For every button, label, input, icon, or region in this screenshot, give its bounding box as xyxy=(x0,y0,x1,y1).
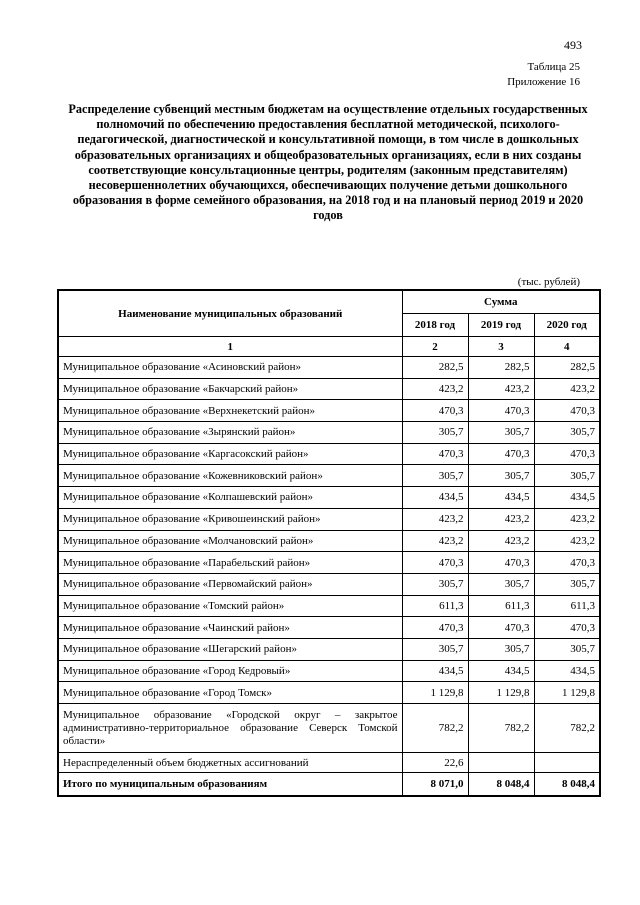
value-2020: 423,2 xyxy=(534,378,600,400)
value-2019: 305,7 xyxy=(468,422,534,444)
value-2019: 1 129,8 xyxy=(468,682,534,704)
sum-column-header: Сумма xyxy=(402,290,600,314)
subsidy-table xyxy=(57,289,601,797)
municipality-name: Муниципальное образование «Асиновский район» xyxy=(58,357,402,379)
municipality-name: Муниципальное образование «Бакчарский район» xyxy=(58,378,402,400)
municipality-name: Муниципальное образование «Кожевниковский район» xyxy=(58,465,402,487)
municipality-name: Муниципальное образование «Зырянский район» xyxy=(58,422,402,444)
value-2018: 423,2 xyxy=(402,508,468,530)
column-number-row xyxy=(58,337,600,357)
value-2019: 434,5 xyxy=(468,660,534,682)
units-label: (тыс. рублей) xyxy=(517,276,580,288)
year-header-2019: 2019 год xyxy=(468,314,534,337)
municipality-name: Муниципальное образование «Первомайский район» xyxy=(58,573,402,595)
table-number: Таблица 25 xyxy=(527,61,580,73)
document-title: Распределение субвенций местным бюджетам на осуществление отдельных государственных полномочий по обеспечению предоставления бесплатной методической, психолого-педагогической, диагностической и консультативной помощи, в том числе в дошкольных образовательных организациях и общеобразовательных организациях, если в них созданы соответствующие консультационные центры, родителям (законным представителям) несовершеннолетних обучающихся, обеспечивающих получение детьми дошкольного образования в форме семейного образования, на 2018 год и на плановый период 2019 и 2020 годов xyxy=(68,102,588,223)
value-2020: 8 048,4 xyxy=(534,773,600,797)
value-2019: 470,3 xyxy=(468,552,534,574)
table-row-total xyxy=(58,773,600,797)
name-column-header: Наименование муниципальных образований xyxy=(58,290,402,337)
column-number: 3 xyxy=(468,337,534,357)
value-2020: 434,5 xyxy=(534,487,600,509)
value-2019: 470,3 xyxy=(468,617,534,639)
municipality-name: Муниципальное образование «Шегарский район» xyxy=(58,638,402,660)
value-2020: 305,7 xyxy=(534,638,600,660)
municipality-name: Муниципальное образование «Город Томск» xyxy=(58,682,402,704)
municipality-name: Итого по муниципальным образованиям xyxy=(58,773,402,797)
table-row xyxy=(58,638,600,660)
value-2018: 470,3 xyxy=(402,552,468,574)
value-2020: 1 129,8 xyxy=(534,682,600,704)
value-2018: 470,3 xyxy=(402,617,468,639)
value-2018: 423,2 xyxy=(402,530,468,552)
value-2018: 305,7 xyxy=(402,638,468,660)
value-2018: 8 071,0 xyxy=(402,773,468,797)
value-2020: 305,7 xyxy=(534,573,600,595)
table-row xyxy=(58,357,600,379)
table-row xyxy=(58,552,600,574)
municipality-name: Муниципальное образование «Город Кедровый» xyxy=(58,660,402,682)
column-number: 4 xyxy=(534,337,600,357)
value-2018: 782,2 xyxy=(402,704,468,753)
municipality-name: Муниципальное образование «Парабельский район» xyxy=(58,552,402,574)
table-row xyxy=(58,682,600,704)
value-2018: 305,7 xyxy=(402,573,468,595)
year-header-2018: 2018 год xyxy=(402,314,468,337)
value-2019: 423,2 xyxy=(468,508,534,530)
year-header-2020: 2020 год xyxy=(534,314,600,337)
value-2019: 423,2 xyxy=(468,530,534,552)
value-2018: 282,5 xyxy=(402,357,468,379)
table-row xyxy=(58,573,600,595)
table-row-seversk xyxy=(58,704,600,753)
value-2019 xyxy=(468,753,534,773)
value-2020: 434,5 xyxy=(534,660,600,682)
value-2018: 1 129,8 xyxy=(402,682,468,704)
table-row xyxy=(58,508,600,530)
value-2020: 611,3 xyxy=(534,595,600,617)
value-2020: 470,3 xyxy=(534,400,600,422)
municipality-name: Муниципальное образование «Каргасокский район» xyxy=(58,443,402,465)
table-row xyxy=(58,530,600,552)
value-2019: 305,7 xyxy=(468,573,534,595)
table-row xyxy=(58,400,600,422)
value-2020 xyxy=(534,753,600,773)
table-row xyxy=(58,660,600,682)
municipality-name: Муниципальное образование «Городской округ – закрытое административно-территориальное образование Северск Томской области» xyxy=(58,704,402,753)
value-2018: 22,6 xyxy=(402,753,468,773)
municipality-name: Муниципальное образование «Чаинский район» xyxy=(58,617,402,639)
value-2020: 470,3 xyxy=(534,552,600,574)
value-2018: 470,3 xyxy=(402,400,468,422)
value-2019: 423,2 xyxy=(468,378,534,400)
value-2018: 305,7 xyxy=(402,422,468,444)
table-row xyxy=(58,422,600,444)
municipality-name: Муниципальное образование «Колпашевский район» xyxy=(58,487,402,509)
value-2020: 423,2 xyxy=(534,508,600,530)
table-row xyxy=(58,617,600,639)
municipality-name: Муниципальное образование «Томский район» xyxy=(58,595,402,617)
appendix-label: Приложение 16 xyxy=(507,76,580,88)
value-2020: 470,3 xyxy=(534,443,600,465)
column-number: 1 xyxy=(58,337,402,357)
value-2018: 470,3 xyxy=(402,443,468,465)
value-2019: 434,5 xyxy=(468,487,534,509)
value-2018: 434,5 xyxy=(402,487,468,509)
value-2020: 782,2 xyxy=(534,704,600,753)
table-row xyxy=(58,443,600,465)
value-2019: 470,3 xyxy=(468,443,534,465)
value-2019: 8 048,4 xyxy=(468,773,534,797)
table-row xyxy=(58,487,600,509)
value-2020: 282,5 xyxy=(534,357,600,379)
value-2018: 434,5 xyxy=(402,660,468,682)
municipality-name: Нераспределенный объем бюджетных ассигнований xyxy=(58,753,402,773)
municipality-name: Муниципальное образование «Молчановский район» xyxy=(58,530,402,552)
value-2019: 305,7 xyxy=(468,465,534,487)
table-row xyxy=(58,595,600,617)
column-number: 2 xyxy=(402,337,468,357)
table-row xyxy=(58,465,600,487)
table-row xyxy=(58,378,600,400)
value-2018: 611,3 xyxy=(402,595,468,617)
page-number: 493 xyxy=(564,38,582,52)
value-2019: 282,5 xyxy=(468,357,534,379)
table-row-unallocated xyxy=(58,753,600,773)
value-2018: 305,7 xyxy=(402,465,468,487)
value-2019: 305,7 xyxy=(468,638,534,660)
value-2019: 782,2 xyxy=(468,704,534,753)
value-2020: 305,7 xyxy=(534,422,600,444)
value-2019: 611,3 xyxy=(468,595,534,617)
municipality-name: Муниципальное образование «Верхнекетский район» xyxy=(58,400,402,422)
value-2020: 470,3 xyxy=(534,617,600,639)
municipality-name: Муниципальное образование «Кривошеинский район» xyxy=(58,508,402,530)
value-2020: 305,7 xyxy=(534,465,600,487)
value-2019: 470,3 xyxy=(468,400,534,422)
value-2020: 423,2 xyxy=(534,530,600,552)
value-2018: 423,2 xyxy=(402,378,468,400)
